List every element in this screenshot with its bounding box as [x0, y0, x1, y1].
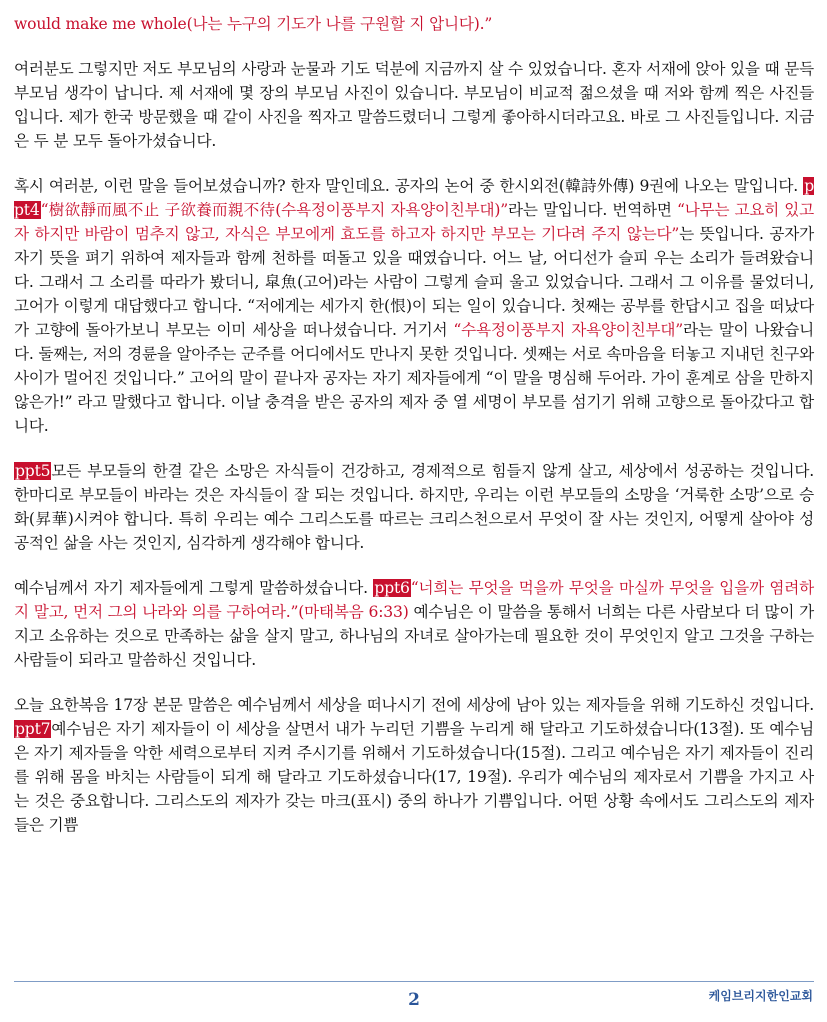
paragraph-4-text-2: 예수님은 이 말씀을 통해서 너희는 다른 사람보다 더 많이 가지고 소유하는 것으로 만족하는 삶을 살지 말고, 하나님의 자녀로 살아가는데 필요한 것이 무엇인지 알고 그것을 구하는 사람들이 되라고 말씀하신 것입니다. — [14, 603, 814, 669]
quote-tail: would make me whole(나는 누구의 기도가 나를 구원할 지 압니다).” — [14, 15, 493, 33]
paragraph-4-text-1: 예수님께서 자기 제자들에게 그렇게 말씀하셨습니다. — [14, 579, 374, 597]
page-number: 2 — [408, 990, 420, 1010]
paragraph-3 — [14, 459, 814, 555]
paragraph-4 — [14, 576, 814, 672]
paragraph-2 — [14, 174, 814, 438]
paragraph-2-text-2: 라는 말입니다. 번역하면 — [508, 201, 677, 219]
quote-hanja: “樹欲靜而風不止 子欲養而親不待(수욕정이풍부지 자욕양이친부대)” — [40, 201, 509, 219]
paragraph-2-text-1: 혹시 여러분, 이런 말을 들어보셨습니까? 한자 말인데요. 공자의 논어 중 한시외전(韓詩外傳) 9권에 나오는 말입니다. — [14, 177, 804, 195]
paragraph-1-text: 여러분도 그렇지만 저도 부모님의 사랑과 눈물과 기도 덕분에 지금까지 살 수 있었습니다. 혼자 서재에 앉아 있을 때 문득 부모님 생각이 납니다. 제 서재에 몇 장의 부모님 사진이 있습니다. 부모님이 비교적 젊으셨을 때 저와 함께 찍은 사진들입니다. 제가 한국 방문했을 때 같이 사진을 찍자고 말씀드렸더니 그렇게 좋아하시더라고요. 바로 그 사진들입니다. 지금은 두 분 모두 돌아가셨습니다. — [14, 60, 814, 150]
church-name: 케임브리지한인교회 — [708, 989, 813, 1003]
paragraph-5-text-1: 오늘 요한복음 17장 본문 말씀은 예수님께서 세상을 떠나시기 전에 세상에 남아 있는 제자들을 위해 기도하신 것입니다. — [14, 696, 814, 714]
paragraph-1 — [14, 57, 814, 153]
paragraph-0 — [14, 12, 814, 36]
ppt-marker-5: ppt5 — [15, 462, 51, 480]
ppt-marker-4: ppt4 — [14, 177, 814, 219]
paragraph-2-text-4: 라는 말이 나왔습니다. 둘째는, 저의 경륜을 알아주는 군주를 어디에서도 만나지 못한 것입니다. 셋째는 서로 속마음을 터놓고 지내던 친구와 사이가 멀어진 것입니다.” 고어의 말이 끝나자 공자는 자기 제자들에게 “이 말을 명심해 두어라. 가이 훈계로 삼을 만하지 않은가!” 라고 말했다고 합니다. 이날 충격을 받은 공자의 제자 중 열 세명이 부모를 섬기기 위해 고향으로 돌아갔다고 합니다. — [14, 321, 814, 435]
paragraph-5-text-2: 예수님은 자기 제자들이 이 세상을 살면서 내가 누리던 기쁨을 누리게 해 달라고 기도하셨습니다(13절). 또 예수님은 자기 제자들을 악한 세력으로부터 지켜 주시기를 위해서 기도하셨습니다(15절). 그리고 예수님은 자기 제자들이 진리를 위해 몸을 바치는 사람들이 되게 해 달라고 기도하셨습니다(17, 19절). 우리가 예수님의 제자로서 기쁨을 가지고 사는 것은 중요합니다. 그리스도의 제자가 갖는 마크(표시) 중의 하나가 기쁨입니다. 어떤 상황 속에서도 그리스도의 제자들은 기쁨 — [14, 720, 814, 834]
quote-translation: “나무는 고요히 있고자 하지만 바람이 멈추지 않고, 자식은 부모에게 효도를 하고자 하지만 부모는 기다려 주지 않는다” — [14, 201, 814, 243]
document-body — [14, 12, 814, 858]
paragraph-5 — [14, 693, 814, 837]
ppt-marker-7: ppt7 — [15, 720, 51, 738]
paragraph-3-text: 모든 부모들의 한결 같은 소망은 자식들이 건강하고, 경제적으로 힘들지 않게 살고, 세상에서 성공하는 것입니다. 한마디로 부모들이 바라는 것은 자식들이 잘 되는 것입니다. 하지만, 우리는 이런 부모들의 소망을 ‘거룩한 소망’으로 승화(昇華)시켜야 합니다. 특히 우리는 예수 그리스도를 따르는 크리스천으로서 무엇이 잘 사는 것인지, 어떻게 살아야 성공적인 삶을 사는 것인지, 심각하게 생각해야 합니다. — [14, 462, 814, 552]
ppt-marker-6: ppt6 — [374, 579, 410, 597]
footer-divider — [14, 981, 814, 982]
quote-matthew: “너희는 무엇을 먹을까 무엇을 마실까 무엇을 입을까 염려하지 말고, 먼저 그의 나라와 의를 구하여라.”(마태복음 6:33) — [14, 579, 815, 621]
paragraph-2-text-3: 는 뜻입니다. 공자가 자기 뜻을 펴기 위하여 제자들과 함께 천하를 떠돌고 있을 때였습니다. 어느 날, 어디선가 슬피 우는 소리가 들려왔습니다. 그래서 그 소리를 따라가 봤더니, 皐魚(고어)라는 사람이 그렇게 슬피 울고 있었습니다. 그래서 그 이유를 물었더니, 고어가 이렇게 대답했다고 합니다. “저에게는 세가지 한(恨)이 되는 일이 있습니다. 첫째는 공부를 한답시고 집을 떠났다가 고향에 돌아가보니 부모는 이미 세상을 떠나셨습니다. 거기서 — [14, 225, 814, 339]
quote-short: “수욕정이풍부지 자욕양이친부대” — [453, 321, 684, 339]
